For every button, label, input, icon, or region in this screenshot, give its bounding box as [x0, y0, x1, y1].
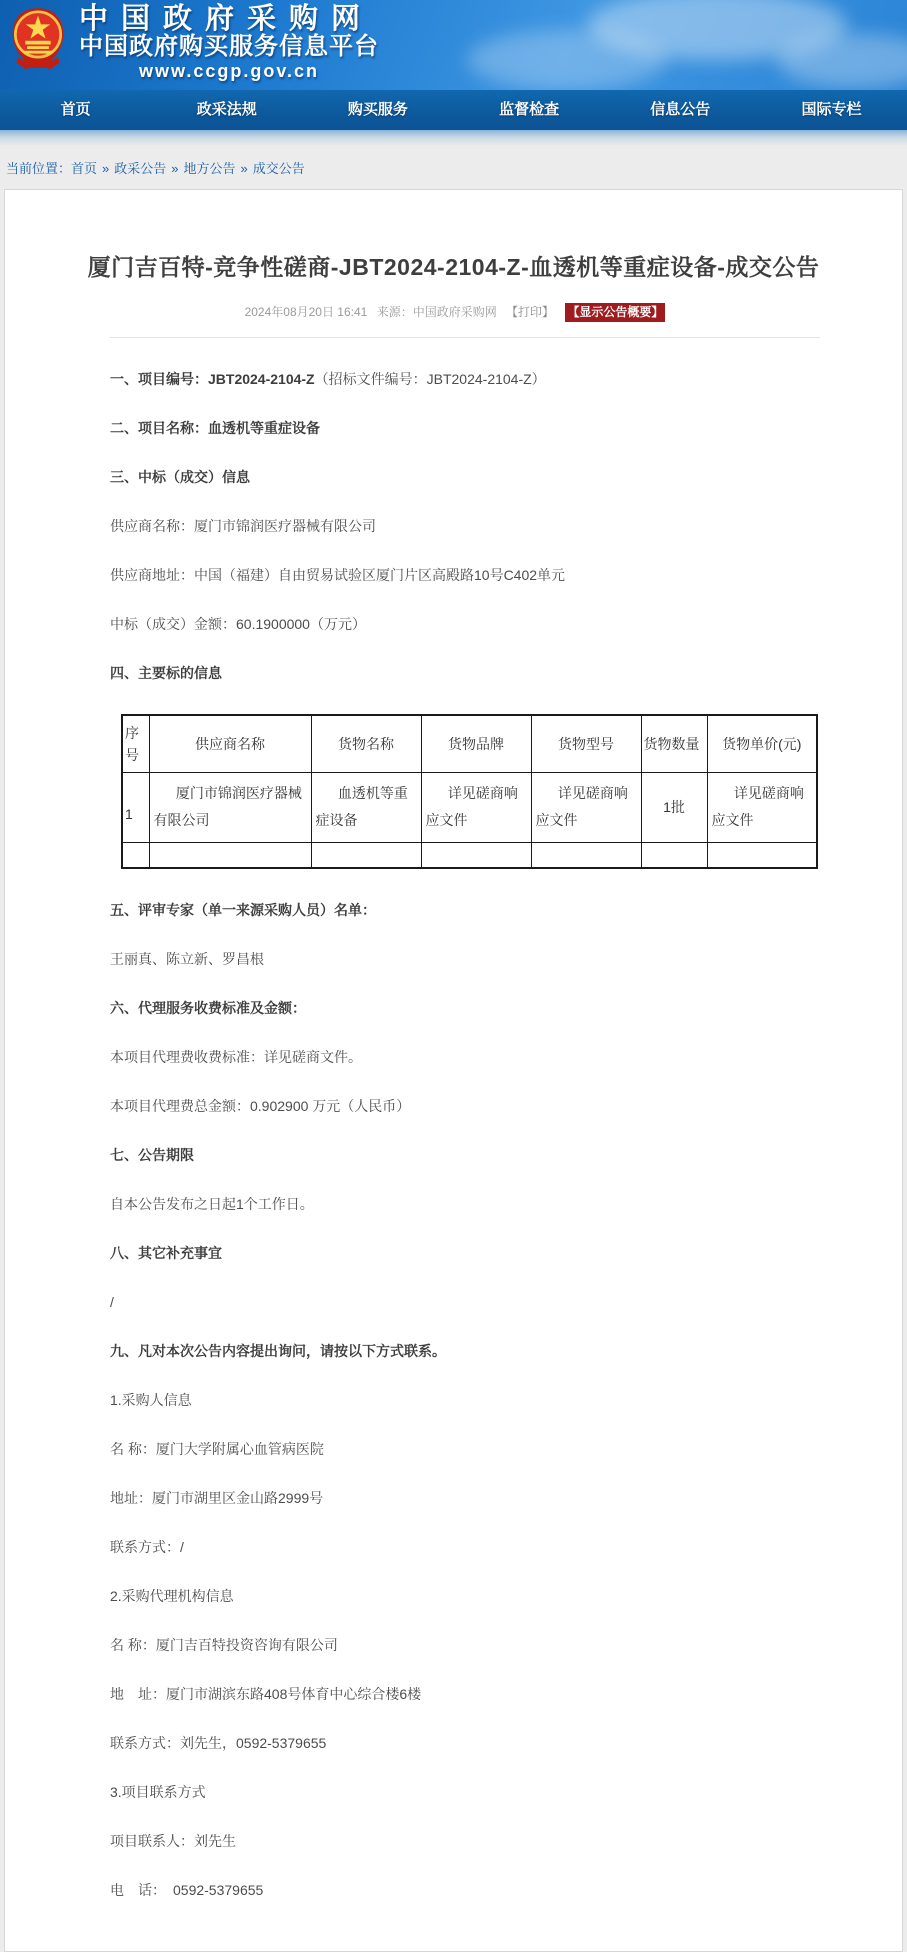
body-paragraph: 本项目代理费总金额：0.902900 万元（人民币） — [110, 1098, 411, 1115]
section-heading: 八、其它补充事宜 — [110, 1245, 222, 1262]
nav-fade-divider — [0, 130, 907, 146]
award-items-table — [121, 714, 818, 869]
table-header-cell: 货物数量 — [641, 715, 707, 772]
body-paragraph: 联系方式：刘先生，0592-5379655 — [110, 1735, 327, 1752]
section-heading: 一、项目编号：JBT2024-2104-Z（招标文件编号：JBT2024-2104-Z） — [110, 371, 546, 388]
table-cell: 详见磋商响应文件 — [707, 772, 817, 842]
body-paragraph: 联系方式：/ — [110, 1539, 184, 1556]
body-paragraph: 供应商地址：中国（福建）自由贸易试验区厦门片区高殿路10号C402单元 — [110, 567, 566, 584]
body-paragraph: 3.项目联系方式 — [110, 1784, 206, 1801]
table-empty-row — [122, 842, 817, 868]
breadcrumb-item[interactable]: 地方公告 — [183, 161, 236, 176]
section-heading: 七、公告期限 — [110, 1147, 194, 1164]
section-heading: 六、代理服务收费标准及金额： — [110, 1000, 306, 1017]
body-paragraph: 名 称：厦门吉百特投资咨询有限公司 — [110, 1637, 338, 1654]
nav-item-购买服务[interactable]: 购买服务 — [347, 101, 408, 118]
breadcrumb-separator: » — [171, 161, 179, 176]
body-paragraph: 自本公告发布之日起1个工作日。 — [110, 1196, 314, 1213]
article-meta — [5, 303, 902, 320]
nav-item-首页[interactable]: 首页 — [60, 101, 91, 118]
section-heading: 四、主要标的信息 — [110, 665, 222, 682]
site-name: 中国政府采购网 — [79, 3, 374, 35]
body-paragraph: 电 话： 0592-5379655 — [110, 1882, 264, 1899]
nav-item-监督检查[interactable]: 监督检查 — [499, 101, 560, 118]
table-header-cell: 货物单价(元) — [707, 715, 817, 772]
publish-datetime: 2024年08月20日 16:41 — [244, 305, 368, 320]
table-row — [122, 772, 817, 842]
table-cell — [531, 842, 641, 868]
breadcrumb-item[interactable]: 成交公告 — [252, 161, 305, 176]
table-cell: 详见磋商响应文件 — [421, 772, 531, 842]
table-cell — [149, 842, 311, 868]
table-header-cell: 货物型号 — [531, 715, 641, 772]
body-paragraph: 2.采购代理机构信息 — [110, 1588, 234, 1605]
body-paragraph: 供应商名称：厦门市锦润医疗器械有限公司 — [110, 518, 376, 535]
national-emblem-icon — [9, 6, 67, 72]
section-heading: 二、项目名称：血透机等重症设备 — [110, 420, 320, 437]
table-header-cell: 序号 — [122, 715, 149, 772]
table-header-cell: 货物品牌 — [421, 715, 531, 772]
breadcrumb-item[interactable]: 首页 — [71, 161, 98, 176]
site-header — [0, 0, 907, 90]
table-cell — [707, 842, 817, 868]
title-divider — [110, 337, 820, 338]
table-header-cell: 供应商名称 — [149, 715, 311, 772]
body-paragraph: 王丽真、陈立新、罗昌根 — [110, 951, 264, 968]
article-source: 来源：中国政府采购网 — [376, 305, 497, 320]
article-body — [5, 371, 902, 1898]
table-cell — [311, 842, 421, 868]
page-title: 厦门吉百特-竞争性磋商-JBT2024-2104-Z-血透机等重症设备-成交公告 — [87, 254, 820, 281]
main-nav — [0, 90, 907, 130]
site-url: www.ccgp.gov.cn — [138, 61, 320, 81]
breadcrumb-item[interactable]: 政采公告 — [114, 161, 167, 176]
announcement-content-box — [4, 189, 903, 1952]
nav-item-政采法规[interactable]: 政采法规 — [196, 101, 257, 118]
table-cell: 详见磋商响应文件 — [531, 772, 641, 842]
body-paragraph: 中标（成交）金额：60.1900000（万元） — [110, 616, 366, 633]
body-paragraph: 地址：厦门市湖里区金山路2999号 — [110, 1490, 324, 1507]
breadcrumb-separator: » — [240, 161, 248, 176]
table-cell: 厦门市锦润医疗器械有限公司 — [149, 772, 311, 842]
table-header-row — [122, 715, 817, 772]
nav-item-国际专栏[interactable]: 国际专栏 — [801, 101, 862, 118]
body-paragraph: 地 址：厦门市湖滨东路408号体育中心综合楼6楼 — [110, 1686, 422, 1703]
print-button[interactable]: 【打印】 — [506, 305, 555, 320]
nav-item-信息公告[interactable]: 信息公告 — [650, 101, 711, 118]
table-cell — [641, 842, 707, 868]
breadcrumb — [0, 146, 907, 189]
body-paragraph: 名 称：厦门大学附属心血管病医院 — [110, 1441, 324, 1458]
table-header-cell: 货物名称 — [311, 715, 421, 772]
breadcrumb-separator: » — [102, 161, 110, 176]
section-heading: 五、评审专家（单一来源采购人员）名单： — [110, 902, 376, 919]
breadcrumb-prefix: 当前位置： — [6, 161, 72, 176]
table-cell: 血透机等重症设备 — [311, 772, 421, 842]
body-paragraph: 本项目代理费收费标准：详见磋商文件。 — [110, 1049, 362, 1066]
table-cell — [421, 842, 531, 868]
section-heading: 三、中标（成交）信息 — [110, 469, 250, 486]
site-subtitle: 中国政府购买服务信息平台 — [79, 33, 379, 60]
table-cell — [122, 842, 149, 868]
body-paragraph: / — [110, 1294, 114, 1311]
table-cell: 1批 — [641, 772, 707, 842]
table-cell: 1 — [122, 772, 149, 842]
body-paragraph: 项目联系人：刘先生 — [110, 1833, 236, 1850]
body-paragraph: 1.采购人信息 — [110, 1392, 192, 1409]
section-heading: 九、凡对本次公告内容提出询问，请按以下方式联系。 — [110, 1343, 446, 1360]
show-summary-button[interactable]: 【显示公告概要】 — [565, 303, 665, 322]
